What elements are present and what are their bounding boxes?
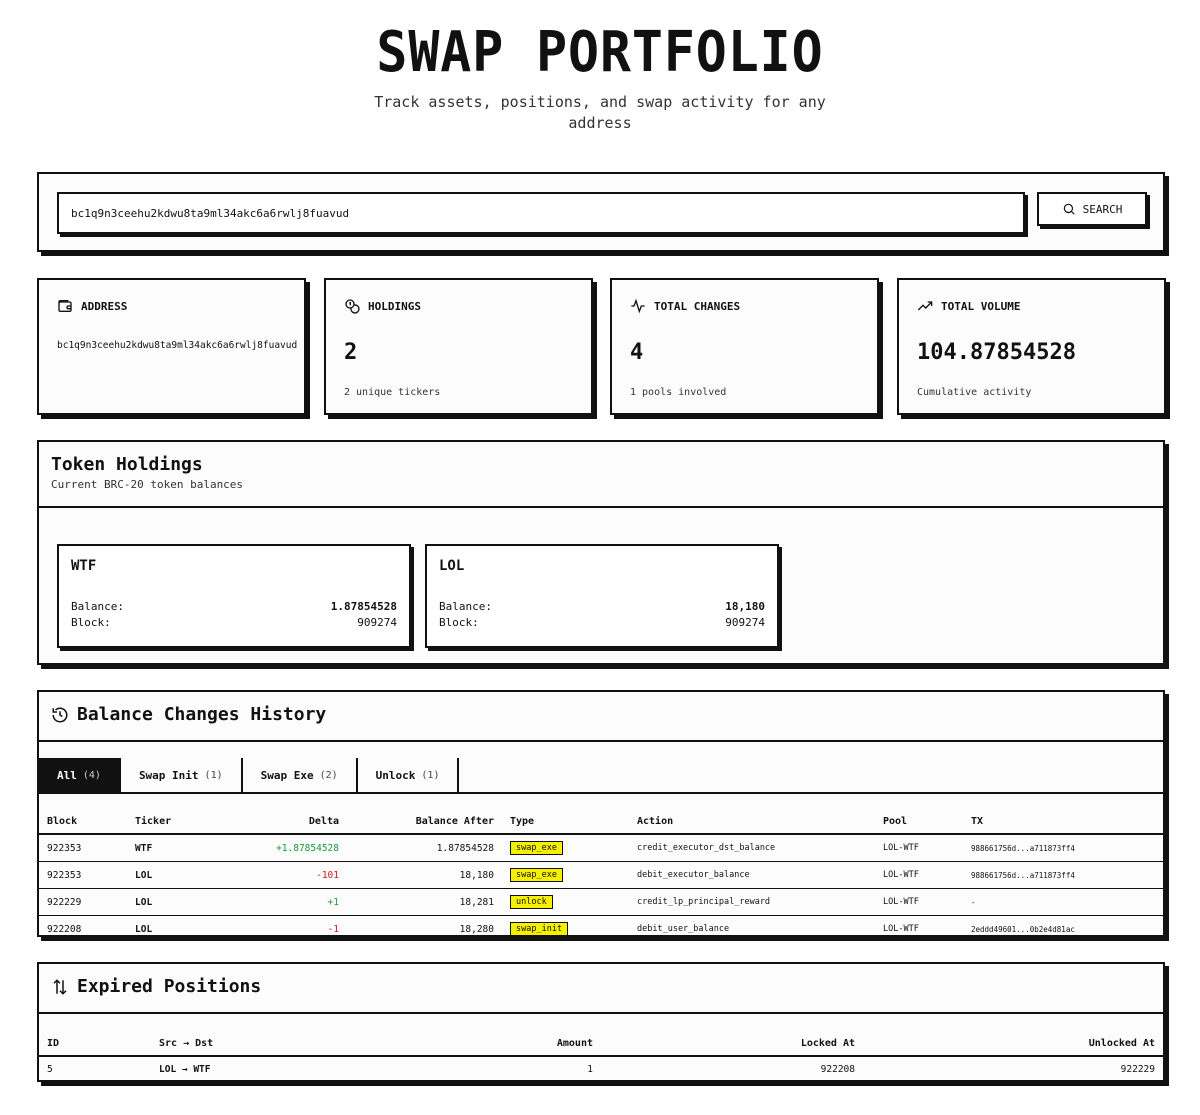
tx-link[interactable]: 988661756d...a711873ff4 xyxy=(963,834,1163,862)
stat-card-volume xyxy=(897,278,1166,415)
type-badge: swap_init xyxy=(510,922,568,936)
cell-block: 922353 xyxy=(39,862,127,889)
tab-count: (1) xyxy=(204,769,223,781)
tab-all[interactable] xyxy=(39,758,121,792)
tab-swap-exe[interactable] xyxy=(243,758,358,792)
section-title: Expired Positions xyxy=(77,976,262,997)
search-button[interactable] xyxy=(1037,192,1147,226)
cell-balance-after: 1.87854528 xyxy=(347,834,502,862)
address-search-input[interactable] xyxy=(57,192,1025,234)
search-icon xyxy=(1062,202,1076,216)
tab-label: Unlock xyxy=(375,768,416,782)
cell-id: 5 xyxy=(47,1063,53,1075)
cell-delta: -101 xyxy=(197,862,347,889)
stat-volume-value: 104.87854528 xyxy=(917,340,1076,365)
cell-block: 922208 xyxy=(47,923,82,935)
section-title: Balance Changes History xyxy=(77,704,327,725)
block-label: Block: xyxy=(71,616,111,629)
column-header: Action xyxy=(629,794,875,834)
table-row xyxy=(39,889,1163,916)
expired-positions-section xyxy=(37,962,1165,1082)
cell-ticker: LOL xyxy=(127,889,197,916)
table-header-row xyxy=(39,1014,1163,1056)
activity-icon xyxy=(630,298,646,314)
stat-label: TOTAL VOLUME xyxy=(941,299,1021,313)
cell-amount: 1 xyxy=(587,1063,593,1075)
holding-block: 909274 xyxy=(725,616,765,629)
column-header: Delta xyxy=(197,794,347,834)
tab-label: Swap Init xyxy=(138,768,199,782)
stat-holdings-value: 2 xyxy=(344,340,358,365)
expired-table xyxy=(39,1014,1163,1081)
tab-count: (4) xyxy=(82,769,101,781)
cell-ticker: LOL xyxy=(135,923,153,935)
table-row xyxy=(39,1056,1163,1081)
column-header: Balance After xyxy=(347,794,502,834)
wallet-icon xyxy=(57,298,73,314)
column-header: Locked At xyxy=(601,1014,863,1056)
stat-label: ADDRESS xyxy=(81,299,128,313)
trending-up-icon xyxy=(917,298,933,314)
tab-unlock[interactable] xyxy=(358,758,460,792)
tab-label: All xyxy=(57,768,77,782)
type-badge: swap_exe xyxy=(510,841,563,855)
page-subtitle: Track assets, positions, and swap activity for any address xyxy=(374,93,826,132)
column-header: Ticker xyxy=(127,794,197,834)
holding-balance: 1.87854528 xyxy=(330,600,397,613)
column-header: Pool xyxy=(875,794,963,834)
column-header: ID xyxy=(39,1014,151,1056)
holding-card-wtf[interactable] xyxy=(57,544,411,648)
holding-ticker: LOL xyxy=(439,558,465,574)
balance-label: Balance: xyxy=(71,600,124,613)
cell-ticker: WTF xyxy=(127,834,197,862)
cell-action: credit_executor_dst_balance xyxy=(629,834,875,862)
stat-label: HOLDINGS xyxy=(368,299,421,313)
cell-action: debit_executor_balance xyxy=(629,862,875,889)
cell-pool: LOL-WTF xyxy=(875,862,963,889)
table-header-row xyxy=(39,794,1163,834)
tx-link[interactable]: 2eddd49601...0b2e4d81ac xyxy=(971,924,1075,934)
page-title: SWAP PORTFOLIO xyxy=(376,20,824,85)
stat-holdings-sub: 2 unique tickers xyxy=(344,387,441,398)
balance-history-section xyxy=(37,690,1165,937)
cell-unlocked-at: 922229 xyxy=(1120,1063,1155,1075)
tx-link: - xyxy=(963,889,1163,916)
column-header: Amount xyxy=(451,1014,601,1056)
column-header: Src → Dst xyxy=(151,1014,451,1056)
table-row xyxy=(39,916,1163,943)
stat-changes-sub: 1 pools involved xyxy=(630,387,727,398)
cell-pool: LOL-WTF xyxy=(883,924,919,934)
history-icon xyxy=(51,706,69,724)
cell-balance-after: 18,180 xyxy=(347,862,502,889)
tab-swap-init[interactable] xyxy=(121,758,243,792)
cell-delta: +1.87854528 xyxy=(197,834,347,862)
holding-ticker: WTF xyxy=(71,558,97,574)
section-subtitle: Current BRC-20 token balances xyxy=(51,478,244,491)
stat-changes-value: 4 xyxy=(630,340,644,365)
cell-block: 922229 xyxy=(39,889,127,916)
cell-locked-at: 922208 xyxy=(820,1063,855,1075)
cell-block: 922353 xyxy=(39,834,127,862)
column-header: Unlocked At xyxy=(863,1014,1163,1056)
stat-address-value: bc1q9n3ceehu2kdwu8ta9ml34akc6a6rwlj8fuavud xyxy=(57,340,298,351)
cell-action: debit_user_balance xyxy=(637,924,730,934)
tab-count: (1) xyxy=(421,769,440,781)
table-row xyxy=(39,834,1163,862)
coins-icon xyxy=(344,298,360,314)
cell-delta: +1 xyxy=(197,889,347,916)
holding-balance: 18,180 xyxy=(725,600,765,613)
balance-label: Balance: xyxy=(439,600,492,613)
tx-link[interactable]: 988661756d...a711873ff4 xyxy=(963,862,1163,889)
tab-label: Swap Exe xyxy=(260,768,314,782)
block-label: Block: xyxy=(439,616,479,629)
cell-action: credit_lp_principal_reward xyxy=(629,889,875,916)
page-header xyxy=(0,0,1200,134)
column-header: Type xyxy=(502,794,629,834)
type-badge: unlock xyxy=(510,895,553,909)
table-row xyxy=(39,862,1163,889)
type-badge: swap_exe xyxy=(510,868,563,882)
section-title: Token Holdings xyxy=(51,454,203,475)
arrow-up-down-icon xyxy=(51,978,69,996)
stat-volume-sub: Cumulative activity xyxy=(917,387,1032,398)
cell-pool: LOL-WTF xyxy=(875,889,963,916)
search-panel xyxy=(37,172,1165,252)
stat-card-holdings xyxy=(324,278,593,415)
tab-count: (2) xyxy=(319,769,338,781)
cell-ticker: LOL xyxy=(127,862,197,889)
cell-pool: LOL-WTF xyxy=(875,834,963,862)
stat-card-address xyxy=(37,278,306,415)
token-holdings-section xyxy=(37,440,1165,665)
history-tabs xyxy=(39,742,1163,794)
holding-block: 909274 xyxy=(357,616,397,629)
column-header: Block xyxy=(39,794,127,834)
column-header: TX xyxy=(963,794,1163,834)
cell-balance-after: 18,280 xyxy=(459,923,494,935)
search-button-label: SEARCH xyxy=(1082,202,1123,216)
cell-balance-after: 18,281 xyxy=(347,889,502,916)
stat-card-changes xyxy=(610,278,879,415)
stat-label: TOTAL CHANGES xyxy=(654,299,741,313)
cell-delta: -1 xyxy=(327,923,339,935)
history-table xyxy=(39,794,1163,942)
holding-card-lol[interactable] xyxy=(425,544,779,648)
cell-pair: LOL → WTF xyxy=(159,1063,211,1075)
